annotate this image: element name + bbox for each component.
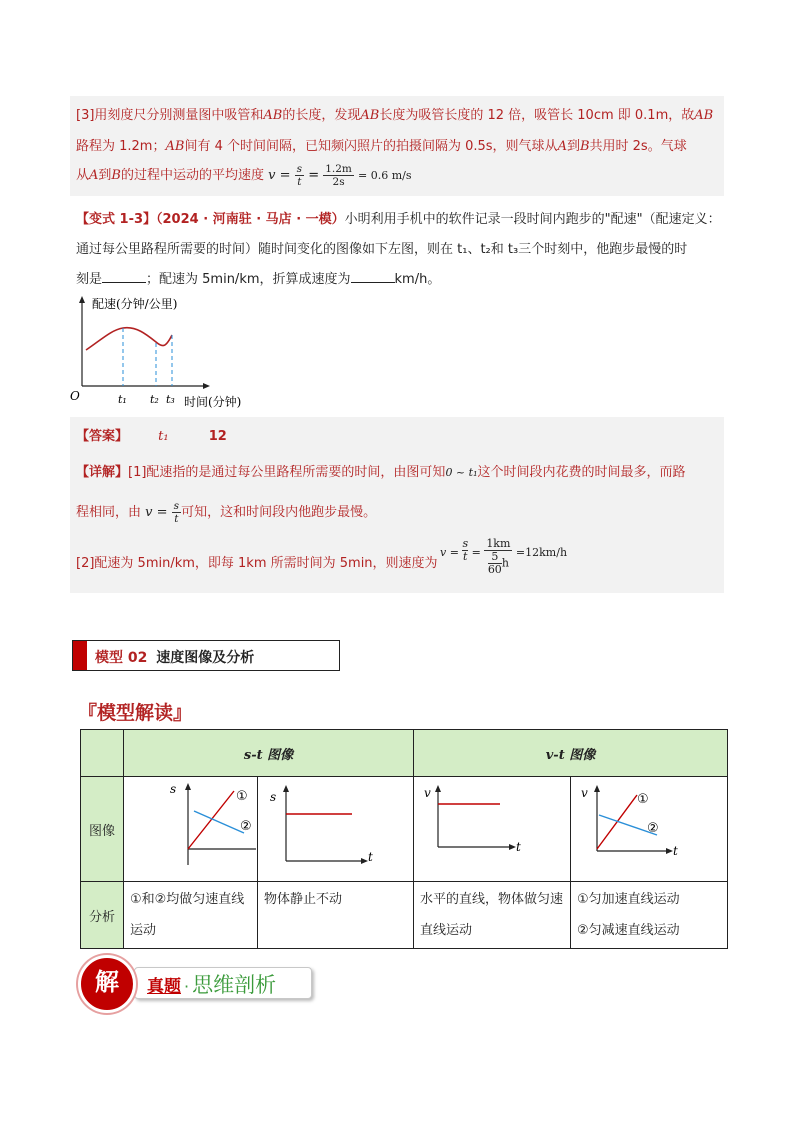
model-number: 模型 02 xyxy=(95,650,148,666)
badge-text: 解 xyxy=(95,968,119,996)
denominator: 2s xyxy=(332,176,345,188)
fraction-value xyxy=(323,163,354,188)
numerator: 1km xyxy=(486,537,511,550)
text: [3]用刻度尺分别测量图中吸管和 xyxy=(76,108,264,123)
question-text: 通过每公里路程所需要的时间）随时间变化的图像如下左图，则在 t₁、t₂和 t₃三个时刻中，他跑步最慢的时 xyxy=(76,242,688,257)
vt-graph-1 xyxy=(414,777,570,881)
result: =12km/h xyxy=(515,546,568,559)
formula-speed: v = $\frac{s}{t}$ = 1km $\frac{5}{60}$ h =12km/h xyxy=(440,537,568,576)
numerator: s xyxy=(296,163,303,175)
answer-2: 12 xyxy=(208,429,227,444)
y-axis-arrow xyxy=(79,296,85,303)
question-line xyxy=(76,208,721,227)
denominator: t xyxy=(174,513,179,525)
formula-v: v = xyxy=(145,505,168,520)
analysis-4 xyxy=(571,882,728,949)
text: 从 xyxy=(76,168,90,183)
question-text: 小明利用手机中的软件记录一段时间内跑步的"配速"（配速定义： xyxy=(344,212,721,227)
equals: = xyxy=(308,168,320,183)
model-table xyxy=(80,729,728,949)
var-AB: AB xyxy=(165,139,185,154)
graph-st-static xyxy=(258,777,414,882)
question-text: km/h。 xyxy=(394,272,441,287)
st-graph-2 xyxy=(258,777,413,881)
label-2: ② xyxy=(647,821,659,836)
pace-curve xyxy=(86,328,172,350)
graph-vt-uniform xyxy=(414,777,571,882)
model-title: 速度图像及分析 xyxy=(156,650,255,666)
vt-graph-2 xyxy=(571,777,727,881)
axis-t: t xyxy=(516,840,521,854)
fraction-km-h xyxy=(484,538,512,576)
sub-denominator: 60 xyxy=(487,563,502,576)
analysis-4-line-2: ②匀减速直线运动 xyxy=(577,923,680,938)
var-B: B xyxy=(111,168,121,183)
text-line xyxy=(76,135,687,154)
answer-label: 【答案】 xyxy=(76,429,129,444)
banner-dot: · xyxy=(184,977,190,996)
graph-st-uniform xyxy=(124,777,258,882)
axis-s: s xyxy=(270,790,277,804)
corner-cell xyxy=(81,730,124,777)
var-A: A xyxy=(89,168,99,183)
text: 的过程中运动的平均速度 xyxy=(120,168,264,183)
line-1 xyxy=(188,791,234,849)
axis-t: t xyxy=(673,844,678,858)
numerator: s xyxy=(462,537,469,550)
text: 可知，这和时间段内他跑步最慢。 xyxy=(181,505,377,520)
banner-text-1: 真题 xyxy=(147,977,181,997)
detail-line xyxy=(76,500,376,525)
denominator: t xyxy=(297,176,302,188)
line-1 xyxy=(597,795,637,849)
text: 间有 4 个时间间隔，已知频闪照片的拍摄间隔为 0.5s，则气球从 xyxy=(184,139,558,154)
unit-h: h xyxy=(501,556,509,570)
axis-v: v xyxy=(581,786,588,800)
text: 长度为吸管长度的 12 倍，吸管长 10cm 即 0.1m，故 xyxy=(379,108,695,123)
fraction-s-t xyxy=(172,500,181,525)
axis-t: t xyxy=(368,850,373,864)
label-1: ① xyxy=(637,792,649,807)
numerator: 1.2m xyxy=(325,163,352,175)
text: [2]配速为 5min/km，即每 1km 所需时间为 5min，则速度为 xyxy=(76,556,438,571)
t3-label: t₃ xyxy=(166,393,175,406)
label-2: ② xyxy=(240,819,252,834)
result: = 0.6 m/s xyxy=(358,169,412,182)
text: [1]配速指的是通过每公里路程所需要的时间，由图可知 xyxy=(128,465,446,480)
detail-line xyxy=(76,552,438,571)
model-header xyxy=(72,640,340,671)
variant-source: （2024 · 河南驻 · 马店 · 一模） xyxy=(156,212,345,227)
numerator: s xyxy=(173,500,180,512)
axis-v: v xyxy=(424,786,431,800)
row-label-analysis: 分析 xyxy=(81,882,124,949)
graph-vt-accel xyxy=(571,777,728,882)
question-line xyxy=(76,238,687,257)
header-st: s-t 图像 xyxy=(124,730,414,777)
y-label: 配速(分钟/公里) xyxy=(92,297,178,311)
fraction-s-t xyxy=(462,538,468,563)
var-B: B xyxy=(579,139,590,154)
formula-v: v = xyxy=(268,168,291,183)
header-vt: v-t 图像 xyxy=(414,730,728,777)
line-2 xyxy=(194,811,244,833)
analysis-4-line-1: ①匀加速直线运动 xyxy=(577,892,680,907)
analysis-1: ①和②均做匀速直线运动 xyxy=(124,882,258,949)
var-AB: AB xyxy=(263,108,283,123)
label-1: ① xyxy=(236,789,248,804)
t2-label: t₂ xyxy=(150,393,159,406)
x-label: 时间(分钟) xyxy=(184,395,242,409)
axis-s: s xyxy=(170,782,177,796)
x-axis-arrow xyxy=(203,383,210,389)
formula-v: v = xyxy=(440,546,459,559)
text-line xyxy=(76,163,412,188)
denominator: t xyxy=(463,550,468,563)
pace-graph xyxy=(66,294,266,412)
text: 路程为 1.2m； xyxy=(76,139,166,154)
answer-line xyxy=(76,425,227,444)
badge-icon xyxy=(78,955,136,1013)
variant-tag: 【变式 1-3】 xyxy=(76,212,157,227)
question-text: 刻是 xyxy=(76,272,103,287)
var-AB: AB xyxy=(694,108,714,123)
text: 共用时 2s。气球 xyxy=(589,139,687,154)
analysis-2: 物体静止不动 xyxy=(258,882,414,949)
analysis-3: 水平的直线，物体做匀速直线运动 xyxy=(414,882,571,949)
text: 的长度，发现 xyxy=(282,108,361,123)
fraction-s-t xyxy=(295,163,304,188)
text: 这个时间段内花费的时间最多，而路 xyxy=(477,465,686,480)
section-banner xyxy=(78,955,318,1015)
text: 到 xyxy=(98,168,112,183)
reading-title: 『模型解读』 xyxy=(78,702,193,724)
answer-1: t₁ xyxy=(158,429,169,444)
var-A: A xyxy=(557,139,567,154)
banner-text-2: 思维剖析 xyxy=(192,973,277,997)
sub-numerator: 5 xyxy=(488,551,502,564)
question-text: ；配速为 5min/km，折算成速度为 xyxy=(146,272,351,287)
row-label-image: 图像 xyxy=(81,777,124,882)
text: 程相同，由 xyxy=(76,505,142,520)
t1-label: t₁ xyxy=(118,393,127,406)
header-accent xyxy=(73,641,87,670)
st-graph-1 xyxy=(124,777,257,881)
question-line xyxy=(76,268,440,287)
interval: 0 ~ t₁ xyxy=(445,466,478,479)
text-line xyxy=(76,104,713,123)
answer-blank xyxy=(102,270,146,283)
var-AB: AB xyxy=(360,108,380,123)
detail-line xyxy=(76,461,686,480)
origin-label: O xyxy=(70,389,80,403)
banner-bar xyxy=(134,967,312,999)
detail-label: 【详解】 xyxy=(76,465,129,480)
text: 到 xyxy=(566,139,580,154)
answer-blank xyxy=(351,270,395,283)
